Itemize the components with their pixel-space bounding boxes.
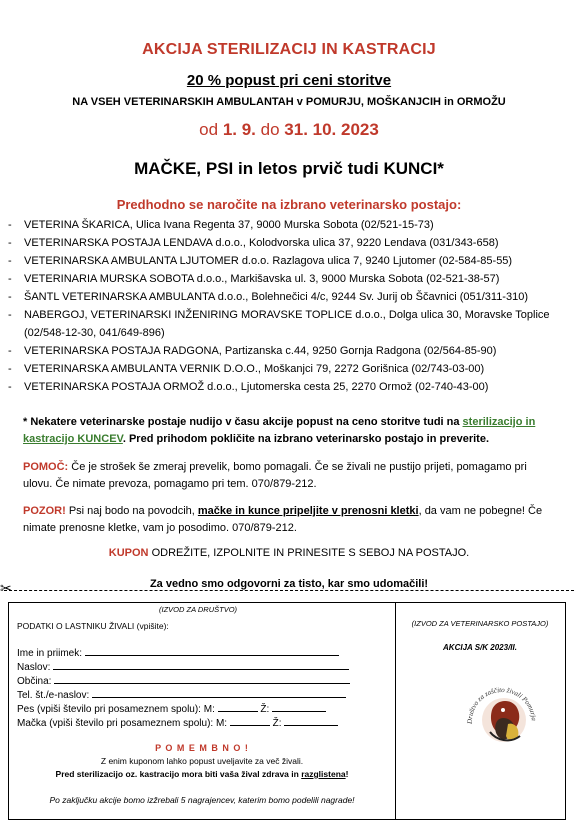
list-item: - ŠANTL VETERINARSKA AMBULANTA d.o.o., Bolehnečici 4/c, 9244 Sv. Jurij ob Ščavnici (051/311-310) xyxy=(8,288,568,306)
list-item: - VETERINARSKA AMBULANTA VERNIK D.O.O., Moškanjci 79, 2272 Gorišnica (02/743-03-00) xyxy=(8,360,568,378)
cut-line xyxy=(4,590,574,591)
rabbits-link[interactable]: sterilizacijo in kastracijo KUNCEV xyxy=(23,416,536,445)
preorder-heading: Predhodno se naročite na izbrano veterinarsko postajo: xyxy=(116,197,462,212)
coupon-divider xyxy=(395,603,396,819)
action-code: AKCIJA S/K 2023/II. xyxy=(443,643,517,652)
warning-note: POZOR! Psi naj bodo na povodcih, mačke in kunce pripeljite v prenosni kletki, da vam ne pobegne! Če nimate prenosne kletke, vam jo posodimo. 070/879-212. xyxy=(23,505,543,534)
coupon-note: KUPON ODREŽITE, IZPOLNITE IN PRINESITE S SEBOJ NA POSTAJO. xyxy=(108,547,470,559)
society-logo xyxy=(462,680,540,758)
responsibility-line: Za vedno smo odgovorni za tisto, kar smo udomačili! xyxy=(149,578,429,590)
address-field[interactable]: Naslov: xyxy=(17,659,349,673)
discount-subtitle: 20 % popust pri ceni storitve xyxy=(186,72,392,89)
society-copy-label: (IZVOD ZA DRUŠTVO) xyxy=(159,605,238,614)
list-item: - VETERINARSKA POSTAJA RADGONA, Partizanska c.44, 9250 Gornja Radgona (02/564-85-90) xyxy=(8,342,568,360)
svg-text:Društvo za zaščito živali Pomu: Društvo za zaščito živali Pomurja xyxy=(465,685,538,725)
vet-copy-label: (IZVOD ZA VETERINARSKO POSTAJO) xyxy=(411,619,549,628)
list-item: - VETERINARSKA POSTAJA ORMOŽ d.o.o., Ljutomerska cesta 25, 2270 Ormož (02-740-43-00) xyxy=(8,378,568,396)
rabbits-note: * Nekatere veterinarske postaje nudijo v času akcije popust na ceno storitve tudi na sterilizacijo in kastracijo KUNCEV. Pred prihodom pokličite na izbrano veterinarsko postajo in preverite. xyxy=(23,416,536,445)
municipality-field[interactable]: Občina: xyxy=(17,673,350,687)
phone-field[interactable]: Tel. št./e-naslov: xyxy=(17,687,346,701)
important-line-2: Pred sterilizacijo oz. kastracijo mora biti vaša žival zdrava in razglistena! xyxy=(55,769,349,779)
page-title: AKCIJA STERILIZACIJ IN KASTRACIJ xyxy=(142,41,436,58)
name-field[interactable]: Ime in priimek: xyxy=(17,645,339,659)
list-item: - VETERINARIA MURSKA SOBOTA d.o.o., Markišavska ul. 3, 9000 Murska Sobota (02-521-38-57) xyxy=(8,270,568,288)
dogs-count-field[interactable]: Pes (vpiši število pri posameznem spolu): M: Ž: xyxy=(17,701,326,715)
cats-count-field[interactable]: Mačka (vpiši število pri posameznem spolu): M: Ž: xyxy=(17,715,338,729)
scissors-icon: ✂ xyxy=(0,580,12,596)
clinic-list xyxy=(8,216,568,396)
list-item: - VETERINA ŠKARICA, Ulica Ivana Regenta 37, 9000 Murska Sobota (02/521-15-73) xyxy=(8,216,568,234)
animals-heading: MAČKE, PSI in letos prvič tudi KUNCI* xyxy=(134,159,444,178)
help-note: POMOČ: Če je strošek še zmeraj prevelik, bomo pomagali. Če se živali ne pustijo prijeti, pomagamo pri ulovu. Če nimate prevoza, pomagamo pri tem. 070/879-212. xyxy=(23,461,527,490)
date-range: od 1. 9. do 31. 10. 2023 xyxy=(199,120,379,139)
important-line-1: Z enim kuponom lahko popust uveljavite za več živali. xyxy=(100,756,304,766)
scope-line: NA VSEH VETERINARSKIH AMBULANTAH v POMURJU, MOŠKANJCIH in ORMOŽU xyxy=(72,96,506,108)
list-item: - NABERGOJ, VETERINARSKI INŽENIRING MORAVSKE TOPLICE d.o.o., Dolga ulica 30, Moravske Toplice (02/548-12-30, 041/649-896) xyxy=(8,306,568,342)
raffle-note: Po zaključku akcije bomo izžrebali 5 nagrajencev, katerim bomo podelili nagrade! xyxy=(49,795,355,805)
list-item: - VETERINARSKA AMBULANTA LJUTOMER d.o.o. Razlagova ulica 7, 9240 Ljutomer (02-584-85-55) xyxy=(8,252,568,270)
owner-heading: PODATKI O LASTNIKU ŽIVALI (vpišite): xyxy=(17,621,169,631)
list-item: - VETERINARSKA POSTAJA LENDAVA d.o.o., Kolodvorska ulica 37, 9220 Lendava (031/343-658) xyxy=(8,234,568,252)
important-title: P O M E M B N O ! xyxy=(155,743,249,753)
